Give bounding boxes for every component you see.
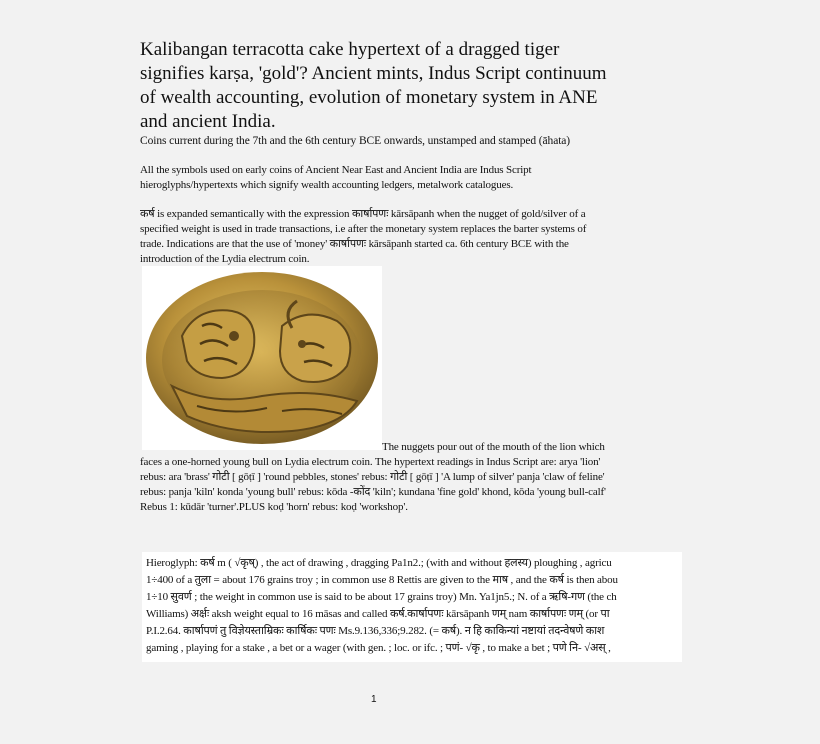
paragraph-coin-text: The nuggets pour out of the mouth of the lion which faces a one-horned young bull on Lydia electrum coin. The hypertext readings in Indus Script are: arya 'lion' rebus: ara 'brass' गोटी [ gōṭī ] 'round pebbles, stones' rebus: गोटी [ gōṭī ] 'A lump of silver' panja 'claw of feline' rebus: panja 'kiln' konda 'young bull' rebus: kōda -कोंद 'kiln'; kundana 'fine gold' khond, kōda 'young bull-calf' Rebus 1: kūdār 'turner'.PLUS koḍ 'horn' rebus: koḍ 'workshop'. [140, 441, 606, 513]
excerpt-line: Hieroglyph: कर्ष m ( √कृष्) , the act of drawing , dragging Pa1n2.; (with and without हलस्य) ploughing , agricu [146, 557, 612, 569]
lion-head [182, 310, 254, 378]
document-title: Kalibangan terracotta cake hypertext of a dragged tiger signifies karṣa, 'gold'? Ancient mints, Indus Script continuum of wealth accounting, evolution of monetary system in ANE and ancient India. [140, 39, 607, 132]
coin-illustration [142, 266, 382, 450]
excerpt-line: gaming , playing for a stake , a bet or a wager (with gen. ; loc. or ifc. ; पणं- √कृ , to make a bet ; पणे नि- √अस् , [146, 642, 611, 654]
lydia-coin-image [142, 266, 382, 450]
excerpt-line: Williams) अर्क्षः aksh weight equal to 16 māsas and called कर्ष.कार्षापणः kārsāpanh णम् nam कार्षापणः णम् (or पा [146, 608, 610, 620]
paragraph-karsha: कर्ष is expanded semantically with the expression कार्षापणः kārsāpanh when the nugget of gold/silver of a specified weight is used in trade transactions, i.e after the monetary system replaces the barter systems of trade. Indications are that the use of 'money' कार्षापणः kārsāpanh started ca. 6th century BCE with the introduction of the Lydia electrum coin. [140, 208, 587, 265]
page-number: 1 [371, 694, 377, 705]
paragraph-intro: All the symbols used on early coins of Ancient Near East and Ancient India are Indus Script hieroglyphs/hypertexts which signify wealth accounting ledgers, metalwork catalogues. [140, 164, 532, 191]
excerpt-line: P.I.2.64. कार्षापणं तु विज्ञेयस्ताम्रिकः कार्षिकः पणः Ms.9.136,336;9.282. (= कर्ष). न हि काकिन्यां नष्टायां तदन्वेषणे काश [146, 625, 605, 637]
excerpt-line: 1÷400 of a तुला = about 176 grains troy ; in common use 8 Rettis are given to the माष , and the कर्ष is then abou [146, 574, 618, 586]
dictionary-excerpt [142, 552, 682, 662]
excerpt-line: 1÷10 सुवर्ण ; the weight in common use is said to be about 17 grains troy) Mn. Ya1jn5.; N. of a ऋषि-गण (the ch [146, 591, 617, 603]
document-subtitle: Coins current during the 7th and the 6th century BCE onwards, unstamped and stamped (āhata) [140, 135, 571, 147]
paragraph-coin-description [140, 440, 610, 515]
